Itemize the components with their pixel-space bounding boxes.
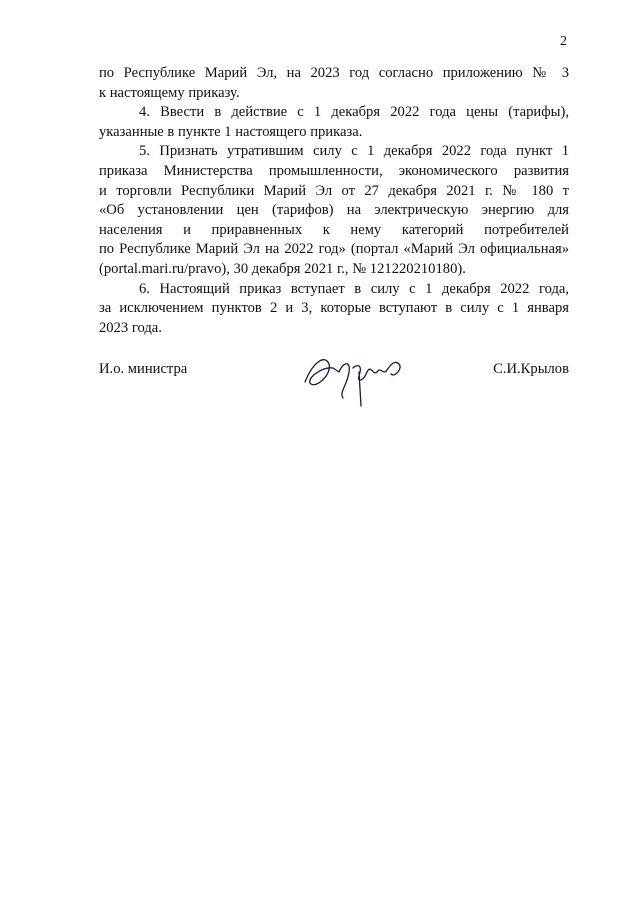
- text-line: и торговли Республики Марий Эл от 27 декабря 2021 г. № 180 т: [99, 182, 569, 199]
- text-line: 4. Ввести в действие с 1 декабря 2022 года цены (тарифы),: [139, 104, 569, 121]
- text-line: «Об установлении цен (тарифов) на электрическую энергию для: [99, 202, 569, 219]
- document-body: [99, 64, 569, 338]
- text-line: по Республике Марий Эл, на 2023 год согласно приложению № 3: [99, 65, 569, 81]
- text-line: (portal.mari.ru/pravo), 30 декабря 2021 г., № 121220210180).: [99, 260, 466, 277]
- page-number: 2: [560, 34, 567, 49]
- text-line: населения и приравненных к нему категорий потребителей: [99, 221, 569, 238]
- text-line: приказа Министерства промышленности, экономического развития: [99, 162, 569, 179]
- text-line: по Республике Марий Эл на 2022 год» (портал «Марий Эл официальная»: [99, 241, 569, 258]
- handwritten-signature-icon: [299, 342, 419, 417]
- text-line: к настоящему приказу.: [99, 84, 240, 101]
- signatory-name: С.И.Крылов: [493, 361, 569, 377]
- text-line: 6. Настоящий приказ вступает в силу с 1 декабря 2022 года,: [139, 280, 569, 297]
- signatory-position: И.о. министра: [99, 361, 188, 377]
- text-line: указанные в пункте 1 настоящего приказа.: [99, 123, 363, 140]
- text-line: 5. Признать утратившим силу с 1 декабря 2022 года пункт 1: [139, 143, 569, 160]
- text-line: 2023 года.: [99, 319, 162, 336]
- text-line: за исключением пунктов 2 и 3, которые вступают в силу с 1 января: [99, 300, 569, 317]
- signature-block: [99, 358, 569, 418]
